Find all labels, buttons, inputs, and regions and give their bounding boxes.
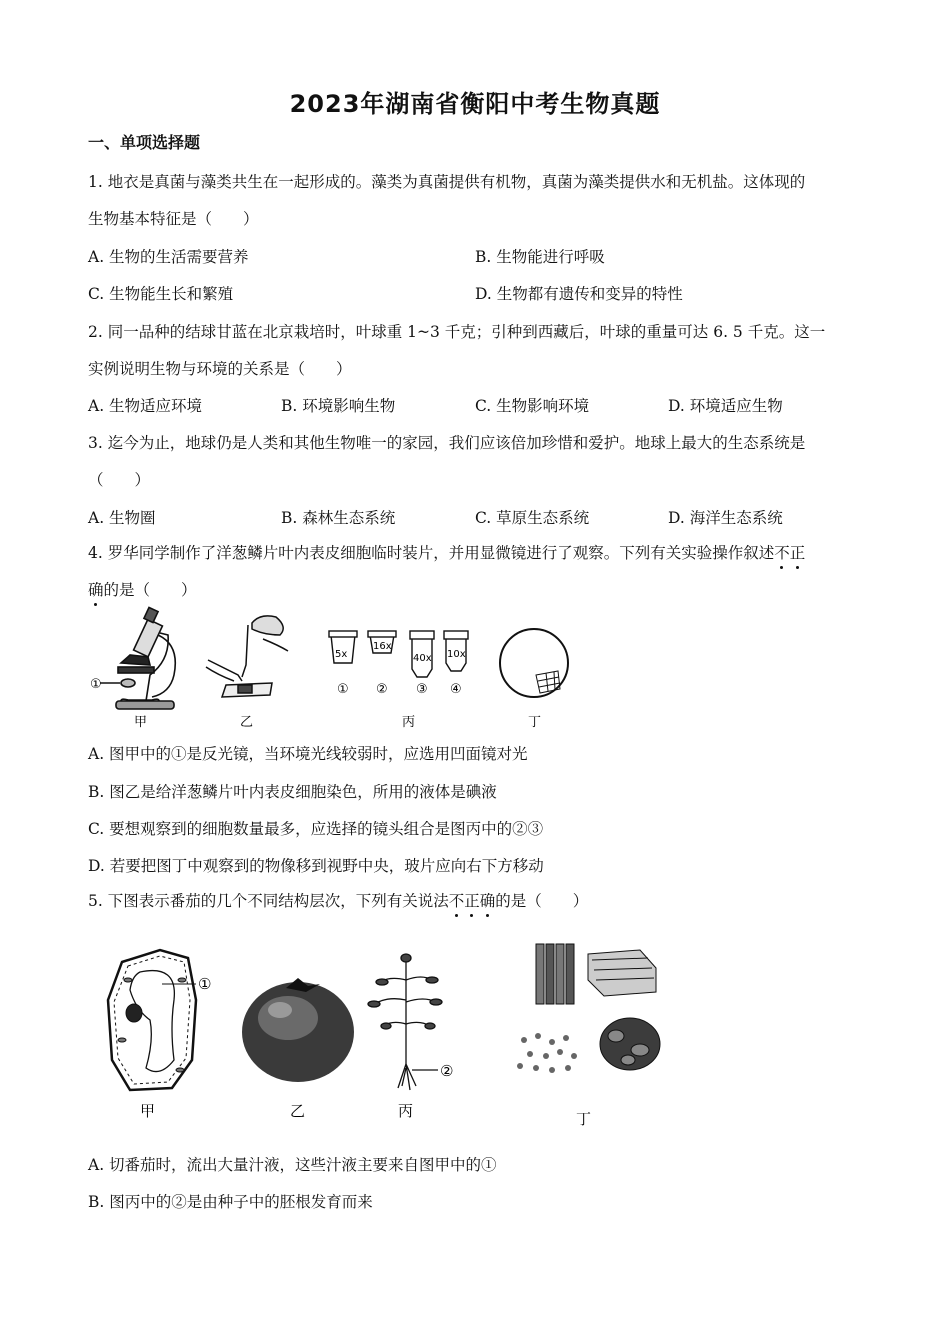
q5-figure: [100, 940, 700, 1130]
q1-stem-line1: 1. 地衣是真菌与藻类共生在一起形成的。藻类为真菌提供有机物，真菌为藻类提供水和无机盐。这体现的: [88, 173, 806, 191]
q1-option-a: A. 生物的生活需要营养: [88, 248, 249, 266]
microscope-figure: [100, 607, 175, 709]
tomato-plant-figure: [368, 954, 442, 1090]
lens-label: 40x: [413, 653, 432, 664]
q4-figure: [88, 605, 588, 735]
tomato-figure: [242, 978, 354, 1082]
q4-stem-text: 的是（ ）: [103, 581, 197, 599]
q3-option-d: D. 海洋生态系统: [668, 509, 783, 527]
emphasis-char: 不: [449, 889, 465, 911]
emphasis-char: 正: [790, 541, 806, 563]
fig-label-ding: 丁: [528, 715, 542, 730]
section-heading: 一、单项选择题: [88, 133, 201, 152]
q4-stem-line1: [88, 541, 805, 563]
fig-label-jia: 甲: [140, 1102, 156, 1120]
lens-number: ③: [416, 682, 428, 697]
q5-stem-text: 的是（ ）: [495, 892, 589, 910]
lens-number: ①: [337, 682, 349, 697]
page-title: 2023年湖南省衡阳中考生物真题: [289, 90, 661, 118]
q1-option-b: B. 生物能进行呼吸: [475, 248, 605, 266]
field-of-view-figure: [500, 629, 568, 697]
q3-stem-line1: 3. 迄今为止，地球仍是人类和其他生物唯一的家园，我们应该倍加珍惜和爱护。地球上最大的生态系统是: [88, 434, 806, 452]
q3-option-b: B. 森林生态系统: [281, 509, 396, 527]
fig-label-yi: 乙: [240, 715, 254, 730]
fig-label-bing: 丙: [398, 1102, 414, 1120]
q2-option-b: B. 环境影响生物: [281, 397, 396, 415]
emphasis-char: 不: [774, 541, 790, 563]
q5-stem-text: 5. 下图表示番茄的几个不同结构层次，下列有关说法: [88, 892, 449, 910]
q4-stem-line2: [88, 578, 197, 600]
q3-option-c: C. 草原生态系统: [475, 509, 590, 527]
fig-label-bing: 丙: [402, 715, 416, 730]
q5-option-a: A. 切番茄时，流出大量汁液，这些汁液主要来自图甲中的①: [88, 1156, 497, 1174]
root-marker: ②: [440, 1062, 454, 1080]
emphasis-char: 正: [464, 889, 480, 911]
q4-option-d: D. 若要把图丁中观察到的物像移到视野中央，玻片应向右下方移动: [88, 857, 544, 875]
q2-stem-line1: 2. 同一品种的结球甘蓝在北京栽培时，叶球重 1~3 千克；引种到西藏后，叶球的重量可达 6. 5 千克。这一: [88, 323, 826, 341]
fig-label-jia: 甲: [134, 715, 148, 730]
q2-option-d: D. 环境适应生物: [668, 397, 783, 415]
q4-option-a: A. 图甲中的①是反光镜，当环境光线较弱时，应选用凹面镜对光: [88, 745, 528, 763]
emphasis-char: 确: [480, 889, 496, 911]
vacuole-marker: ①: [198, 975, 212, 993]
lens-label: 10x: [447, 649, 466, 660]
fig-label-yi: 乙: [290, 1102, 306, 1120]
mirror-marker: ①: [90, 677, 102, 692]
lens-label: 5x: [335, 649, 348, 660]
fig-label-ding: 丁: [576, 1110, 592, 1128]
staining-figure: [206, 616, 288, 697]
tissues-figure: [517, 944, 660, 1073]
lens-label: 16x: [373, 641, 392, 652]
q4-stem-text: 4. 罗华同学制作了洋葱鳞片叶内表皮细胞临时装片，并用显微镜进行了观察。下列有关实验操作叙述: [88, 544, 775, 562]
q2-stem-line2: 实例说明生物与环境的关系是（ ）: [88, 360, 352, 378]
q5-stem: [88, 889, 588, 911]
q5-option-b: B. 图丙中的②是由种子中的胚根发育而来: [88, 1193, 373, 1211]
q4-option-b: B. 图乙是给洋葱鳞片叶内表皮细胞染色，所用的液体是碘液: [88, 783, 497, 801]
q1-option-c: C. 生物能生长和繁殖: [88, 285, 234, 303]
q4-option-c: C. 要想观察到的细胞数量最多，应选择的镜头组合是图丙中的②③: [88, 820, 544, 838]
lens-number: ②: [376, 682, 388, 697]
q2-option-a: A. 生物适应环境: [88, 397, 203, 415]
q2-option-c: C. 生物影响环境: [475, 397, 590, 415]
q3-option-a: A. 生物圈: [88, 509, 156, 527]
lens-number: ④: [450, 682, 462, 697]
plant-cell-figure: [108, 950, 196, 1090]
q1-stem-line2: 生物基本特征是（ ）: [88, 210, 259, 228]
q3-stem-line2: （ ）: [88, 471, 151, 489]
q1-option-d: D. 生物都有遗传和变异的特性: [475, 285, 683, 303]
emphasis-char: 确: [88, 578, 104, 600]
